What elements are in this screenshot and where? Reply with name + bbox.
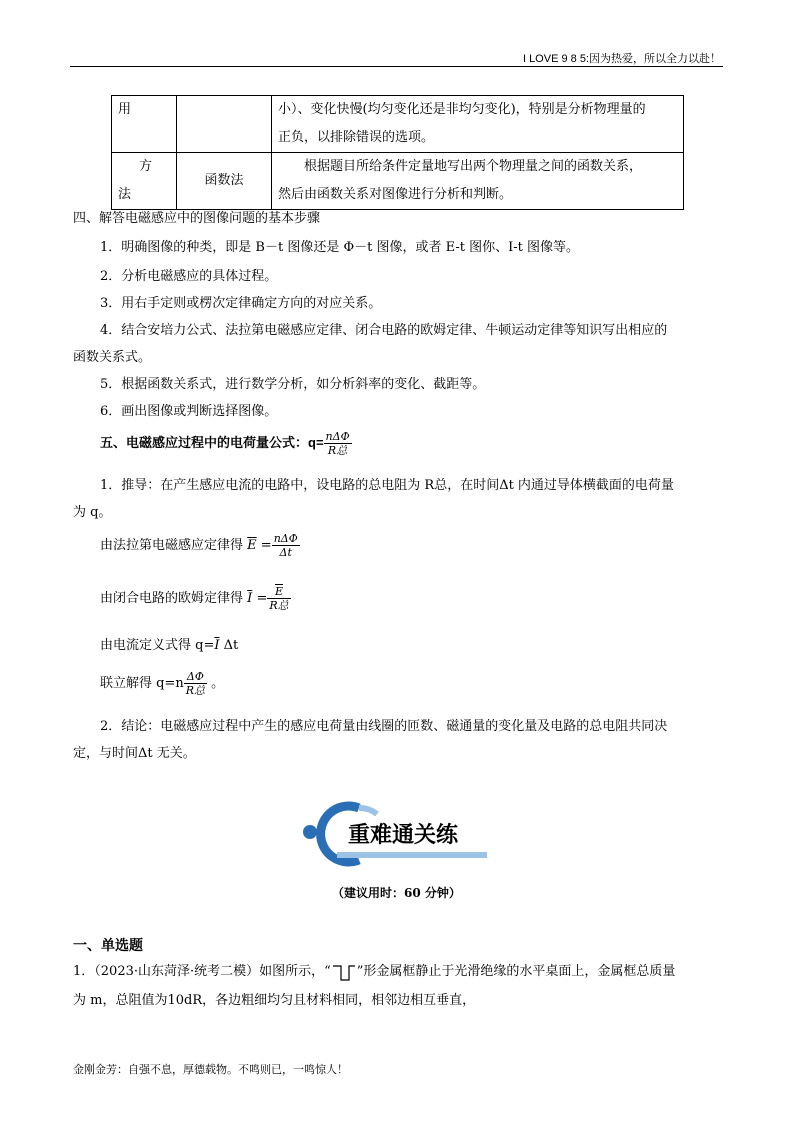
practice-banner-title: 重难通关练	[348, 823, 459, 848]
equation-var: $\overline{I}$	[214, 638, 220, 653]
methods-table	[111, 95, 684, 210]
formula-denominator: R总	[185, 684, 206, 697]
step-6: 6．画出图像或判断选择图像。	[100, 404, 278, 419]
ohm-equation: 由闭合电路的欧姆定律得 $\overline{I}$ = $\frac{\overline{E}}{\text{R总}}$	[100, 585, 289, 612]
step-5: 5．根据函数关系式，进行数学分析，如分析斜率的变化、截距等。	[100, 377, 486, 392]
header-slogan: I LOVE 9 8 5:因为热爱，所以全力以赴！	[522, 53, 721, 65]
formula-numerator: nΔΦ	[273, 532, 298, 545]
derivation-1-cont: 为 q。	[73, 505, 112, 520]
section4-title: 四、解答电磁感应中的图像问题的基本步骤	[73, 211, 321, 226]
formula-denominator: Δt	[279, 546, 292, 559]
table-cell	[272, 96, 684, 153]
equation-label: 由法拉第电磁感应定律得	[100, 538, 244, 553]
combined-result	[100, 670, 224, 697]
table-row	[112, 153, 684, 210]
cell-line: 方	[138, 159, 152, 174]
formula-denominator: R总	[327, 444, 348, 457]
frame-shape-icon	[331, 962, 357, 982]
step-4-cont: 函数关系式。	[73, 350, 152, 365]
cell-line: 法	[118, 187, 132, 202]
conclusion: 2．结论：电磁感应过程中产生的感应电荷量由线圈的匝数、磁通量的变化量及电路的总电阻共同决	[100, 719, 668, 734]
conclusion-cont: 定，与时间Δt 无关。	[73, 746, 196, 761]
question-text: 1．（2023·山东菏泽·统考二模）如图所示，“	[73, 964, 331, 979]
current-definition	[100, 634, 238, 653]
equation-label: 联立解得 q=n	[100, 676, 184, 691]
section5-title	[100, 430, 352, 457]
equation-tail: Δt	[223, 638, 239, 653]
cell-line: 正负，以排除错误的选项。	[278, 130, 435, 145]
suggested-time: （建议用时：60 分钟）	[332, 886, 461, 900]
cell-line: 根据题目所给条件定量地写出两个物理量之间的函数关系，	[304, 159, 643, 174]
cell-line: 然后由函数关系对图像进行分析和判断。	[278, 187, 513, 202]
faraday-equation: 由法拉第电磁感应定律得 $\overline{E}$ = $\frac{\text{nΔΦ}}{\Delta t}$	[100, 532, 298, 559]
derivation-1: 1．推导：在产生感应电流的电路中，设电路的总电阻为 R总，在时间Δt 内通过导体横截面的电荷量	[100, 478, 674, 493]
charge-formula	[324, 430, 352, 457]
header-rule	[70, 66, 723, 67]
section5-title-text: 五、电磁感应过程中的电荷量公式：q=	[100, 435, 324, 450]
table-cell: 用	[112, 96, 177, 153]
equation-var: $\overline{I}$	[247, 591, 253, 606]
step-4: 4．结合安培力公式、法拉第电磁感应定律、闭合电路的欧姆定律、牛顿运动定律等知识写出相应的	[100, 323, 668, 338]
exercise-section-title: 一、单选题	[73, 937, 143, 953]
equation-tail: 。	[211, 676, 225, 691]
formula-denominator: R总	[269, 599, 289, 612]
equation-label: 由电流定义式得 q=	[100, 638, 215, 653]
question-1	[73, 960, 675, 982]
formula-numerator: nΔΦ	[325, 430, 350, 443]
question-1-cont: 为 m，总阻值为10dR，各边粗细均匀且材料相同，相邻边相互垂直，	[73, 993, 476, 1008]
table-cell: 函数法	[177, 153, 272, 210]
step-1: 1．明确图像的种类，即是 B－t 图像还是 Φ－t 图像，或者 E-t 图你、I-t 图像等。	[100, 240, 579, 255]
footer-motto: 金刚金芳：自强不息，厚德载物。不鸣则已，一鸣惊人！	[73, 1063, 348, 1076]
question-text: ”形金属框静止于光滑绝缘的水平桌面上，金属框总质量	[356, 964, 676, 979]
formula-numerator: ΔΦ	[184, 670, 207, 684]
equation-var: $\overline{E}$	[247, 538, 257, 553]
table-cell	[112, 153, 177, 210]
table-row	[112, 96, 684, 153]
formula-numerator: $\overline{E}$	[267, 585, 290, 599]
table-cell	[272, 153, 684, 210]
cell-line: 小）、变化快慢(均匀变化还是非均匀变化)，特别是分析物理量的	[278, 102, 646, 117]
step-3: 3．用右手定则或楞次定律确定方向的对应关系。	[100, 296, 382, 311]
step-2: 2．分析电磁感应的具体过程。	[100, 269, 278, 284]
equation-label: 由闭合电路的欧姆定律得	[100, 591, 244, 606]
table-cell	[177, 96, 272, 153]
